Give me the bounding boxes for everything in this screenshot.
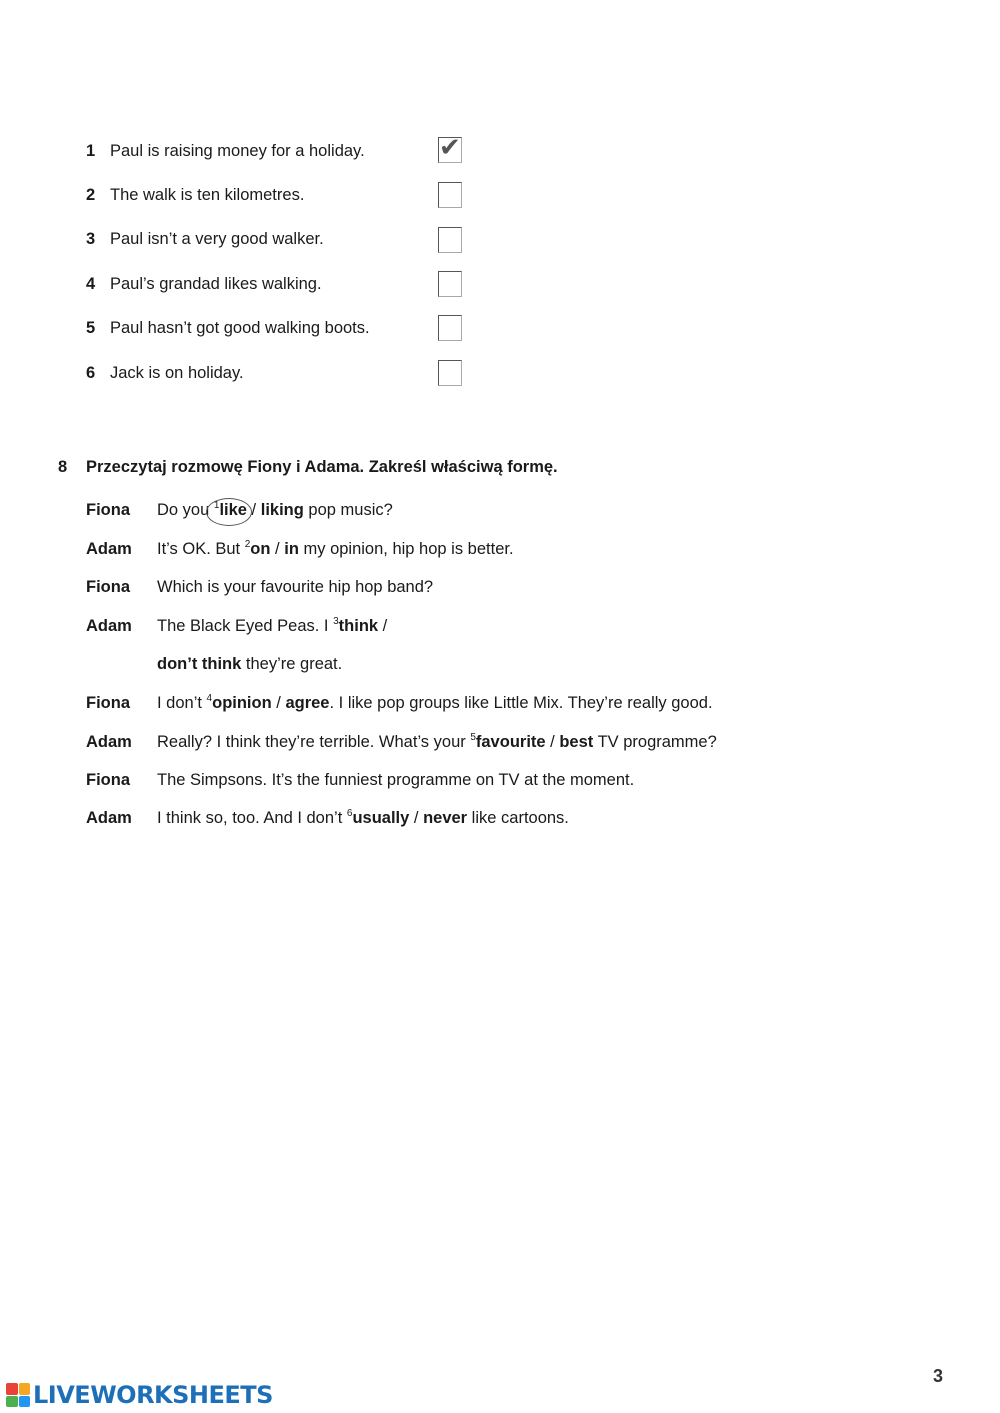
option-usually[interactable]: usually (352, 809, 410, 827)
gap-number: 4 (206, 693, 213, 704)
statement-number: 2 (86, 186, 96, 204)
option-agree[interactable]: agree (285, 694, 330, 712)
speaker-name: Adam (86, 617, 132, 635)
speaker-name: Adam (86, 809, 132, 827)
statement-number: 3 (86, 230, 96, 248)
speaker-name: Fiona (86, 578, 130, 596)
utterance: don’t think they’re great. (157, 655, 343, 673)
gap-number: 6 (346, 808, 353, 819)
logo-text: LIVEWORKSHEETS (33, 1381, 273, 1409)
exercise-number: 8 (58, 458, 68, 476)
gap-number: 2 (244, 539, 251, 550)
gap-number: 3 (333, 616, 339, 627)
page-number: 3 (932, 1366, 943, 1386)
option-liking[interactable]: liking (260, 501, 304, 519)
statement-number: 5 (86, 319, 96, 337)
utterance: The Simpsons. It’s the funniest programme on TV at the moment. (157, 771, 635, 789)
statement-number: 6 (86, 364, 96, 382)
statement-item (86, 183, 486, 207)
option-think[interactable]: think (338, 617, 379, 635)
option-like[interactable]: like (219, 501, 247, 519)
answer-checkbox[interactable] (438, 315, 462, 341)
statement-text: Paul hasn’t got good walking boots. (110, 319, 370, 337)
utterance: Really? I think they’re terrible. What’s your $^5$favourite / best TV programme? (157, 732, 717, 751)
speaker-name: Adam (86, 540, 132, 558)
utterance: Do you $^1$ like / liking pop music? (157, 498, 393, 522)
speaker-name: Fiona (86, 771, 130, 789)
utterance: I think so, too. And I don’t $^6$usually / never like cartoons. (157, 808, 569, 827)
answer-checkbox[interactable] (438, 360, 462, 386)
answer-checkbox[interactable] (438, 271, 462, 297)
answer-checkbox[interactable] (438, 182, 462, 208)
logo-blocks-icon (6, 1383, 30, 1407)
gap-number: 1 (213, 500, 220, 511)
utterance: I don’t $^4$opinion / agree. I like pop groups like Little Mix. They’re really good. (157, 693, 713, 712)
gap-number: 5 (470, 732, 476, 743)
statement-item (86, 361, 486, 385)
statement-item (86, 316, 486, 340)
answer-checkbox[interactable] (438, 133, 462, 163)
utterance: The Black Eyed Peas. I $^3$think / (157, 616, 388, 635)
statement-text: Jack is on holiday. (110, 364, 244, 382)
statement-text: Paul is raising money for a holiday. (110, 142, 365, 160)
option-dont-think[interactable]: don’t think (157, 655, 242, 673)
liveworksheets-logo[interactable] (6, 1381, 273, 1409)
statement-item (86, 227, 486, 251)
option-favourite[interactable]: favourite (475, 733, 546, 751)
utterance: Which is your favourite hip hop band? (157, 578, 434, 596)
option-opinion[interactable]: opinion (212, 694, 272, 712)
exercise-instruction: Przeczytaj rozmowę Fiony i Adama. Zakreśl właściwą formę. (86, 458, 558, 476)
option-never[interactable]: never (423, 809, 468, 827)
statement-text: Paul’s grandad likes walking. (110, 275, 322, 293)
option-on[interactable]: on (250, 540, 271, 558)
option-best[interactable]: best (559, 733, 594, 751)
option-in[interactable]: in (284, 540, 299, 558)
utterance: It’s OK. But $^2$on / in my opinion, hip hop is better. (157, 539, 514, 558)
statement-text: The walk is ten kilometres. (110, 186, 305, 204)
speaker-name: Fiona (86, 501, 130, 519)
check-mark-icon: ✔ (439, 133, 461, 163)
statement-number: 4 (86, 275, 96, 293)
speaker-name: Adam (86, 733, 132, 751)
statement-item (86, 272, 486, 296)
statement-number: 1 (86, 142, 96, 160)
statement-item (86, 139, 486, 163)
answer-checkbox[interactable] (438, 227, 462, 253)
statement-text: Paul isn’t a very good walker. (110, 230, 324, 248)
speaker-name: Fiona (86, 694, 130, 712)
